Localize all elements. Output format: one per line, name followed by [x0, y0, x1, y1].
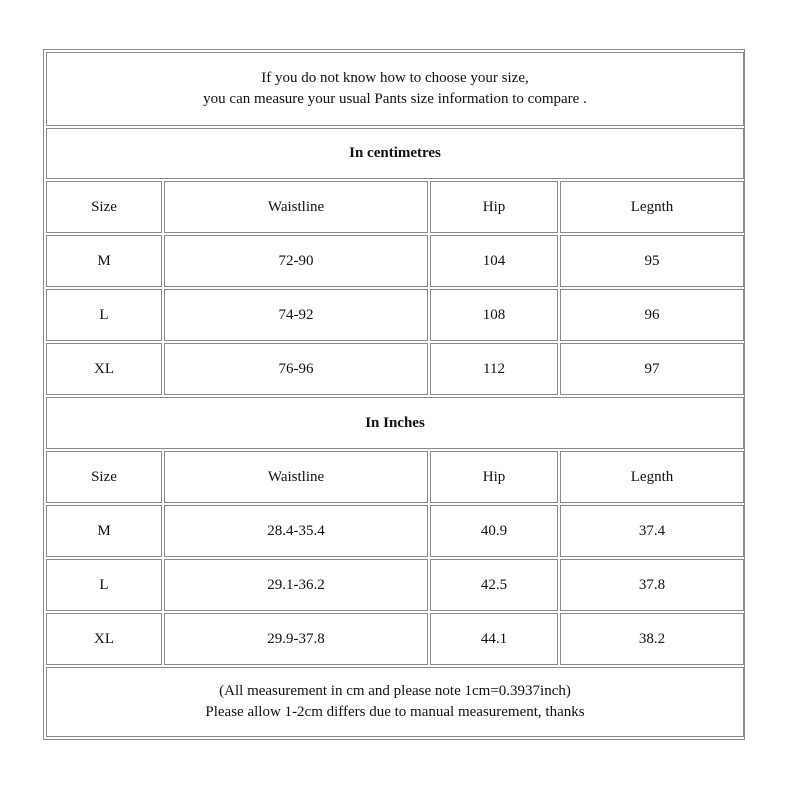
in-row-xl-waistline: 29.9-37.8: [164, 613, 428, 665]
in-header-hip: Hip: [430, 451, 558, 503]
in-header-length: Legnth: [560, 451, 744, 503]
cm-row-xl-length: 97: [560, 343, 744, 395]
in-row-l-hip: 42.5: [430, 559, 558, 611]
intro-line-1: If you do not know how to choose your size,: [261, 70, 529, 86]
cm-row-xl-waistline: 76-96: [164, 343, 428, 395]
intro-line-2: you can measure your usual Pants size information to compare .: [203, 91, 587, 107]
intro-note: [46, 52, 744, 126]
in-row-m-length: 37.4: [560, 505, 744, 557]
in-row-xl-hip: 44.1: [430, 613, 558, 665]
cm-row-l-waistline: 74-92: [164, 289, 428, 341]
in-row-m-hip: 40.9: [430, 505, 558, 557]
footer-line-2: Please allow 1-2cm differs due to manual measurement, thanks: [205, 704, 585, 720]
cm-row-xl-hip: 112: [430, 343, 558, 395]
cm-header-hip: Hip: [430, 181, 558, 233]
footer-note: [46, 667, 744, 737]
in-row-l-waistline: 29.1-36.2: [164, 559, 428, 611]
cm-header-waistline: Waistline: [164, 181, 428, 233]
in-row-xl-length: 38.2: [560, 613, 744, 665]
centimetres-heading: In centimetres: [46, 128, 744, 179]
cm-row-l-length: 96: [560, 289, 744, 341]
cm-row-m-size: M: [46, 235, 162, 287]
cm-row-l-hip: 108: [430, 289, 558, 341]
cm-row-m-waistline: 72-90: [164, 235, 428, 287]
in-row-l-size: L: [46, 559, 162, 611]
cm-header-length: Legnth: [560, 181, 744, 233]
in-row-m-size: M: [46, 505, 162, 557]
in-row-xl-size: XL: [46, 613, 162, 665]
cm-header-size: Size: [46, 181, 162, 233]
cm-row-xl-size: XL: [46, 343, 162, 395]
cm-row-l-size: L: [46, 289, 162, 341]
footer-line-1: (All measurement in cm and please note 1cm=0.3937inch): [219, 683, 571, 699]
cm-row-m-hip: 104: [430, 235, 558, 287]
in-header-size: Size: [46, 451, 162, 503]
inches-heading: In Inches: [46, 397, 744, 449]
in-header-waistline: Waistline: [164, 451, 428, 503]
cm-row-m-length: 95: [560, 235, 744, 287]
in-row-m-waistline: 28.4-35.4: [164, 505, 428, 557]
in-row-l-length: 37.8: [560, 559, 744, 611]
